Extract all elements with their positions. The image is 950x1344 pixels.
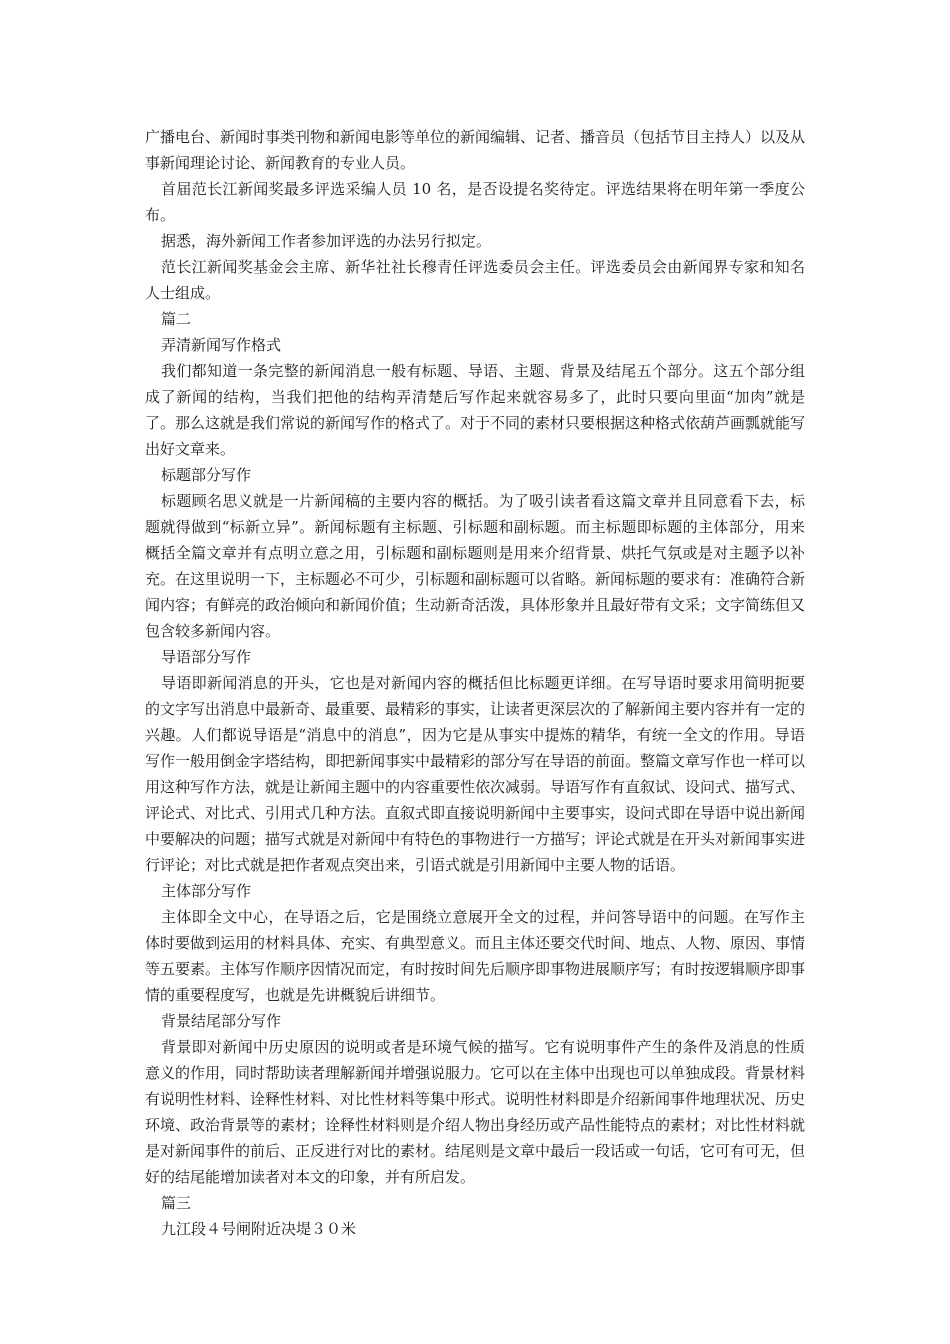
section-heading: 弄清新闻写作格式 xyxy=(161,336,282,354)
paragraph: 主体即全文中心，在导语之后，它是围绕立意展开全文的过程，并问答导语中的问题。在写作主体时要做到运用的材料具体、充实、有典型意义。而且主体还要交代时间、地点、人物、原因、事情等五要素。主体写作顺序因情况而定，有时按时间先后顺序即事物进展顺序写；有时按逻辑顺序即事情的重要程度写，也就是先讲概貌后讲细节。 xyxy=(145,908,806,1004)
paragraph: 我们都知道一条完整的新闻消息一般有标题、导语、主题、背景及结尾五个部分。这五个部分组成了新闻的结构，当我们把他的结构弄清楚后写作起来就容易多了，此时只要向里面“加肉”就是了。那么这就是我们常说的新闻写作的格式了。对于不同的素材只要根据这种格式依葫芦画瓢就能写出好文章来。 xyxy=(145,362,806,458)
section-heading: 篇三 xyxy=(161,1194,192,1212)
section-heading: 九江段４号闸附近决堤３０米 xyxy=(161,1220,357,1238)
paragraph: 首届范长江新闻奖最多评选采编人员 10 名，是否设提名奖待定。评选结果将在明年第一季度公布。 xyxy=(145,180,805,224)
section-heading: 篇二 xyxy=(161,310,192,328)
document-body xyxy=(145,124,805,1242)
section-heading: 背景结尾部分写作 xyxy=(161,1012,282,1030)
paragraph: 广播电台、新闻时事类刊物和新闻电影等单位的新闻编辑、记者、播音员（包括节目主持人）以及从事新闻理论讨论、新闻教育的专业人员。 xyxy=(145,128,806,172)
paragraph: 范长江新闻奖基金会主席、新华社社长穆青任评选委员会主任。评选委员会由新闻界专家和知名人士组成。 xyxy=(145,258,805,302)
section-heading: 主体部分写作 xyxy=(161,882,252,900)
paragraph: 导语即新闻消息的开头，它也是对新闻内容的概括但比标题更详细。在写导语时要求用简明扼要的文字写出消息中最新奇、最重要、最精彩的事实，让读者更深层次的了解新闻主要内容并有一定的兴趣。人们都说导语是“消息中的消息”，因为它是从事实中提炼的精华，有统一全文的作用。导语写作一般用倒金字塔结构，即把新闻事实中最精彩的部分写在导语的前面。整篇文章写作也一样可以用这种写作方法，就是让新闻主题中的内容重要性依次减弱。导语写作有直叙试、设问式、描写式、评论式、对比式、引用式几种方法。直叙式即直接说明新闻中主要事实，设问式即在导语中说出新闻中要解决的问题；描写式就是对新闻中有特色的事物进行一方描写；评论式就是在开头对新闻事实进行评论；对比式就是把作者观点突出来，引语式就是引用新闻中主要人物的话语。 xyxy=(145,674,806,874)
paragraph: 据悉，海外新闻工作者参加评选的办法另行拟定。 xyxy=(161,232,492,250)
section-heading: 导语部分写作 xyxy=(161,648,252,666)
paragraph: 背景即对新闻中历史原因的说明或者是环境气候的描写。它有说明事件产生的条件及消息的性质意义的作用，同时帮助读者理解新闻并增强说服力。它可以在主体中出现也可以单独成段。背景材料有说明性材料、诠释性材料、对比性材料等集中形式。说明性材料即是介绍新闻事件地理状况、历史环境、政治背景等的素材；诠释性材料则是介绍人物出身经历或产品性能特点的素材；对比性材料就是对新闻事件的前后、正反进行对比的素材。结尾则是文章中最后一段话或一句话，它可有可无，但好的结尾能增加读者对本文的印象，并有所启发。 xyxy=(145,1038,806,1186)
section-heading: 标题部分写作 xyxy=(161,466,252,484)
paragraph: 标题顾名思义就是一片新闻稿的主要内容的概括。为了吸引读者看这篇文章并且同意看下去，标题就得做到“标新立异”。新闻标题有主标题、引标题和副标题。而主标题即标题的主体部分，用来概括全篇文章并有点明立意之用，引标题和副标题则是用来介绍背景、烘托气氛或是对主题予以补充。在这里说明一下，主标题必不可少，引标题和副标题可以省略。新闻标题的要求有：准确符合新闻内容；有鲜亮的政治倾向和新闻价值；生动新奇活泼，具体形象并且最好带有文采；文字简练但又包含较多新闻内容。 xyxy=(145,492,806,640)
